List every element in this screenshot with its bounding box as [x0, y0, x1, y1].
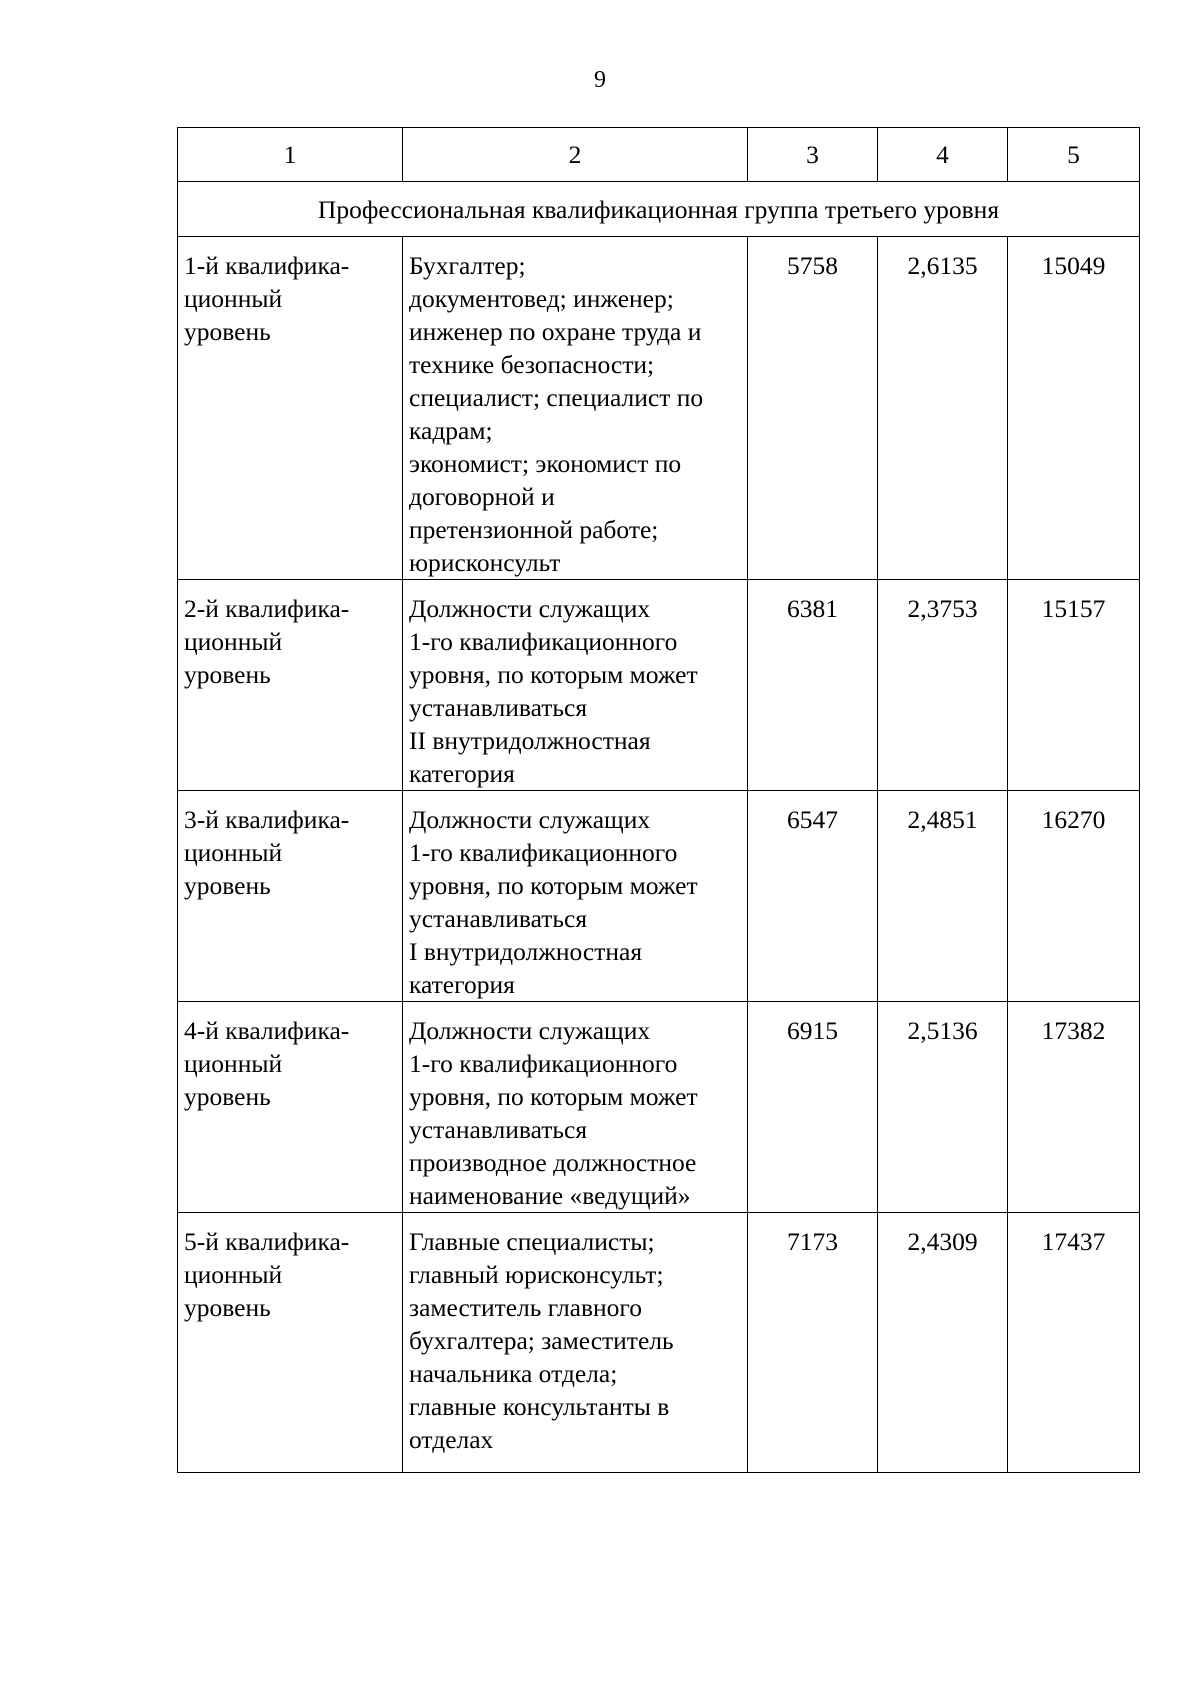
table-row — [178, 1213, 1140, 1473]
column-number-2: 2 — [403, 128, 748, 182]
positions-list: Главные специалисты; главный юрисконсульт; заместитель главного бухгалтера; заместитель начальника отдела; главные консультанты в отделах — [403, 1213, 748, 1473]
table-row — [178, 1002, 1140, 1213]
table-row — [178, 237, 1140, 580]
value-col3: 6381 — [748, 580, 878, 791]
positions-list: Должности служащих 1-го квалификационного уровня, по которым может устанавливаться II внутридолжностная категория — [403, 580, 748, 791]
value-col4: 2,4309 — [878, 1213, 1008, 1473]
group-title: Профессиональная квалификационная группа третьего уровня — [178, 182, 1140, 237]
value-col4: 2,3753 — [878, 580, 1008, 791]
value-col3: 7173 — [748, 1213, 878, 1473]
positions-list: Должности служащих 1-го квалификационного уровня, по которым может устанавливаться производное должностное наименование «ведущий» — [403, 1002, 748, 1213]
qualification-level: 1-й квалифика- ционный уровень — [178, 237, 403, 580]
column-number-4: 4 — [878, 128, 1008, 182]
value-col3: 5758 — [748, 237, 878, 580]
value-col3: 6915 — [748, 1002, 878, 1213]
table-row — [178, 791, 1140, 1002]
value-col5: 15049 — [1008, 237, 1140, 580]
column-number-row — [178, 128, 1140, 182]
value-col3: 6547 — [748, 791, 878, 1002]
qualification-salary-table — [177, 127, 1140, 1473]
qualification-level: 4-й квалифика- ционный уровень — [178, 1002, 403, 1213]
page-number: 9 — [594, 67, 606, 93]
value-col4: 2,5136 — [878, 1002, 1008, 1213]
qualification-level: 5-й квалифика- ционный уровень — [178, 1213, 403, 1473]
column-number-5: 5 — [1008, 128, 1140, 182]
value-col4: 2,4851 — [878, 791, 1008, 1002]
column-number-1: 1 — [178, 128, 403, 182]
column-number-3: 3 — [748, 128, 878, 182]
value-col5: 17382 — [1008, 1002, 1140, 1213]
value-col5: 15157 — [1008, 580, 1140, 791]
positions-list: Бухгалтер; документовед; инженер; инженер по охране труда и технике безопасности; специалист; специалист по кадрам; экономист; экономист по договорной и претензионной работе; юрисконсульт — [403, 237, 748, 580]
group-title-row — [178, 182, 1140, 237]
qualification-level: 2-й квалифика- ционный уровень — [178, 580, 403, 791]
table-row — [178, 580, 1140, 791]
value-col5: 17437 — [1008, 1213, 1140, 1473]
positions-list: Должности служащих 1-го квалификационного уровня, по которым может устанавливаться I внутридолжностная категория — [403, 791, 748, 1002]
value-col4: 2,6135 — [878, 237, 1008, 580]
value-col5: 16270 — [1008, 791, 1140, 1002]
qualification-level: 3-й квалифика- ционный уровень — [178, 791, 403, 1002]
